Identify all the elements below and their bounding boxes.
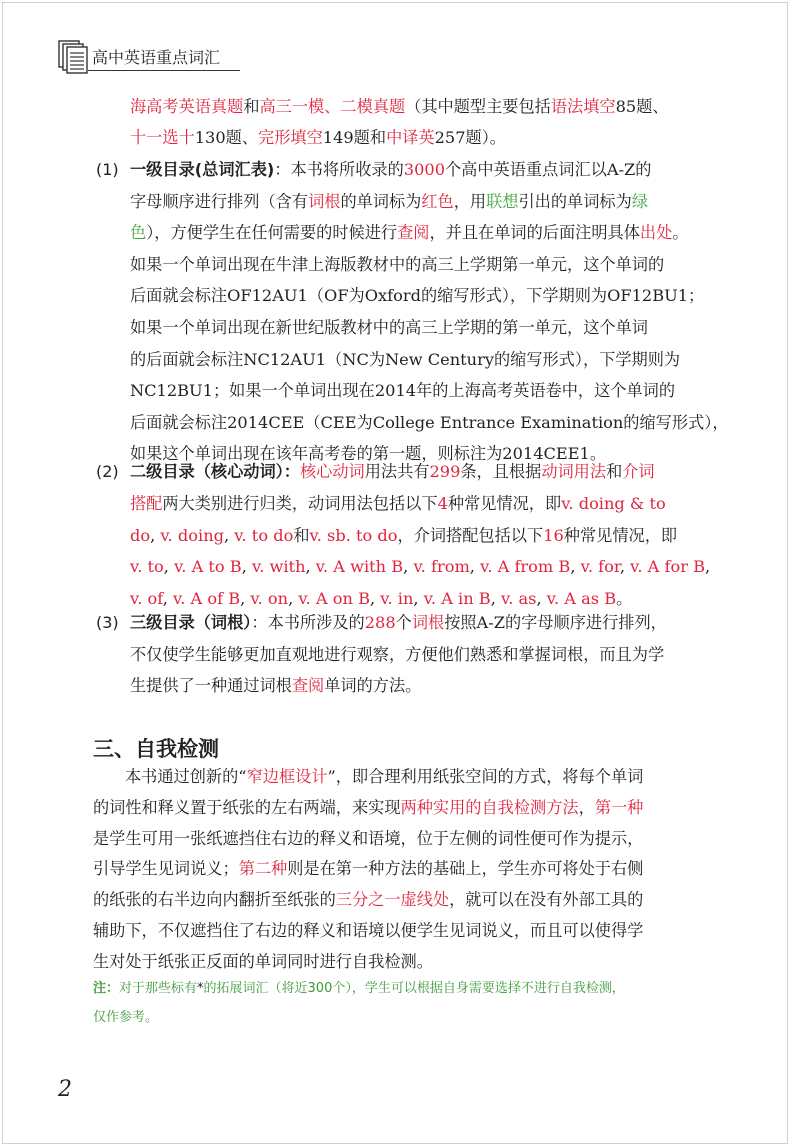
- text-line: [93, 798, 643, 818]
- text-run: ,: [224, 525, 235, 545]
- text-run: 种常见情况，即: [563, 525, 678, 545]
- text-run: 种常见情况，即: [447, 493, 562, 513]
- section-heading: 三、自我检测: [93, 737, 219, 761]
- text-run: ,: [163, 557, 175, 577]
- text-run: ,: [241, 557, 253, 577]
- text-run: 三级目录（词根）: [130, 613, 252, 632]
- text-run: 和: [293, 525, 310, 545]
- text-run: v. as: [500, 589, 537, 609]
- text-line: [130, 645, 664, 665]
- text-line: [130, 160, 651, 180]
- text-run: 不仅使学生能够更加直观地进行观察，方便他们熟悉和掌握词根，而且为学: [130, 644, 665, 664]
- text-run: ，就可以在没有外部工具的: [449, 890, 644, 910]
- text-run: v. in: [380, 589, 414, 609]
- text-run: （其中题型主要包括: [405, 97, 551, 116]
- text-run: 。: [672, 223, 689, 243]
- text-run: 的单词标为: [340, 191, 422, 211]
- text-line: [130, 613, 667, 633]
- text-run: 两大类别进行归类，动词用法包括以下: [162, 493, 438, 513]
- text-run: 3000: [403, 160, 445, 179]
- text-run: 的词性和释义置于纸张的左右两端，来实现: [93, 797, 401, 817]
- text-run: v. sb. to do: [309, 525, 398, 545]
- text-run: 149题和: [322, 128, 387, 147]
- text-run: v. for: [580, 557, 620, 577]
- text-run: 查阅: [291, 676, 325, 695]
- text-run: 二级目录（核心动词）：: [130, 462, 300, 481]
- intro-line-2: [130, 128, 506, 148]
- text-run: ,: [403, 557, 414, 577]
- text-run: 。: [616, 589, 633, 609]
- text-line: [130, 381, 675, 401]
- text-line: [130, 318, 648, 338]
- item-number-1: (1): [96, 160, 119, 179]
- text-run: 辅助下，不仅遮挡住了右边的释义和语境以便学生见词说义，而且可以使得学: [93, 921, 644, 940]
- text-line: [130, 589, 632, 609]
- text-run: 海高考英语真题: [130, 97, 244, 116]
- text-run: 查阅: [397, 223, 430, 243]
- text-run: v. to do: [234, 525, 294, 545]
- text-run: 用法共有: [364, 462, 430, 481]
- text-line: [93, 890, 643, 910]
- text-run: 是学生可用一张纸遮挡住右边的释义和语境，位于左侧的词性便可作为提示，: [93, 828, 644, 848]
- text-run: 一级目录(总词汇表): [130, 160, 275, 179]
- text-run: v. on: [250, 589, 289, 609]
- text-line: [130, 526, 677, 546]
- text-run: 第二种: [238, 859, 288, 879]
- text-run: ”，即合理利用纸张空间的方式，将每个单词: [327, 767, 644, 786]
- text-run: NC12BU1；如果一个单词出现在2014年的上海高考英语卷中，这个单词的: [130, 381, 676, 401]
- text-run: ，介词搭配包括以下: [397, 525, 544, 545]
- page-number: 2: [58, 1077, 72, 1102]
- text-run: 如果这个单词出现在该年高考卷的第一题，则标注为2014CEE1。: [130, 444, 607, 464]
- text-run: do: [130, 525, 151, 545]
- text-run: v. with: [252, 557, 306, 577]
- text-run: 生对处于纸张正反面的单词同时进行自我检测。: [93, 951, 433, 971]
- text-run: v. A for B: [630, 557, 705, 577]
- text-run: ，: [578, 797, 595, 817]
- text-run: ,: [469, 557, 481, 577]
- text-run: 的纸张的右半边向内翻折至纸张的: [93, 890, 336, 910]
- text-run: v. A from B: [480, 557, 571, 577]
- text-line: [130, 557, 710, 577]
- text-run: 两种实用的自我检测方法: [400, 797, 579, 817]
- text-run: 单词的方法。: [324, 676, 422, 695]
- note-line-1: [93, 979, 625, 999]
- text-run: 搭配: [130, 493, 163, 513]
- text-run: 后面就会标注2014CEE（CEE为College Entrance Examination的缩写形式），: [130, 412, 729, 432]
- text-line: [130, 223, 688, 243]
- text-run: ，用: [453, 191, 487, 211]
- text-run: ,: [369, 589, 381, 609]
- text-run: *: [197, 981, 204, 996]
- text-run: ：本书所涉及的: [251, 613, 365, 632]
- text-line: [130, 255, 664, 275]
- text-run: 和: [243, 97, 260, 116]
- text-run: 第一种: [594, 797, 644, 817]
- text-run: 核心动词: [299, 462, 365, 481]
- text-run: 对于那些标有: [119, 981, 198, 996]
- text-run: 三分之一虚线处: [335, 890, 450, 910]
- text-line: [125, 767, 643, 787]
- text-line: [93, 829, 643, 849]
- text-run: ,: [570, 557, 581, 577]
- text-run: 288: [364, 613, 396, 632]
- text-run: 16: [543, 525, 564, 545]
- text-run: ,: [705, 557, 711, 577]
- text-run: ,: [413, 589, 424, 609]
- text-line: [130, 286, 704, 306]
- text-run: v. A to B: [174, 557, 242, 577]
- text-run: ,: [240, 589, 251, 609]
- text-run: ），方便学生在任何需要的时候进行: [146, 223, 398, 243]
- text-run: 高三一模、二模真题: [259, 97, 406, 116]
- text-run: ,: [490, 589, 501, 609]
- text-run: 出处: [639, 223, 673, 243]
- text-run: 引导学生见词说义；: [93, 859, 239, 879]
- text-run: 如果一个单词出现在牛津上海版教材中的高三上学期第一单元，这个单词的: [130, 254, 665, 274]
- text-run: 条，且根据: [460, 462, 542, 481]
- intro-line-1: [130, 97, 669, 117]
- text-run: ,: [162, 589, 173, 609]
- text-run: 介词: [622, 462, 655, 481]
- text-line: [93, 952, 433, 972]
- text-run: 红色: [421, 191, 454, 211]
- text-run: 中译英: [386, 128, 435, 147]
- text-run: v. to: [130, 557, 164, 577]
- text-run: 299: [429, 462, 461, 481]
- text-run: 语法填空: [550, 97, 616, 116]
- text-run: v. doing & to: [561, 493, 666, 513]
- text-run: ，并且在单词的后面注明具体: [429, 223, 640, 243]
- text-run: 色: [130, 223, 147, 243]
- item-number-2: (2): [96, 462, 119, 481]
- text-run: 引出的单词标为: [518, 191, 632, 211]
- text-run: v. A of B: [172, 589, 241, 609]
- text-run: 词根: [411, 613, 445, 632]
- text-line: [93, 859, 643, 879]
- text-run: 生提供了一种通过词根: [130, 676, 292, 695]
- text-run: v. A as B: [546, 589, 617, 609]
- text-run: 85题、: [615, 97, 669, 116]
- text-run: 后面就会标注OF12AU1（OF为Oxford的缩写形式），下学期则为OF12BU1；: [130, 286, 705, 306]
- text-run: v. doing: [160, 525, 224, 545]
- text-run: 的后面就会标注NC12AU1（NC为New Century的缩写形式），下学期则为: [130, 349, 681, 369]
- text-run: 如果一个单词出现在新世纪版教材中的高三上学期的第一单元，这个单词: [130, 318, 648, 337]
- item-number-3: (3): [96, 613, 119, 632]
- text-run: v. A with B: [315, 557, 404, 577]
- text-line: [130, 350, 680, 370]
- text-run: v. of: [130, 589, 163, 609]
- text-run: 257题）。: [434, 128, 506, 147]
- text-run: ,: [536, 589, 547, 609]
- text-run: 按照A-Z的字母顺序进行排列，: [444, 613, 667, 632]
- text-line: [130, 462, 655, 482]
- header-title: 高中英语重点词汇: [92, 48, 221, 67]
- text-run: 个高中英语重点词汇以A-Z的: [445, 160, 652, 179]
- text-run: ,: [305, 557, 316, 577]
- text-run: 联想: [486, 191, 519, 211]
- text-run: ：本书将所收录的: [274, 160, 404, 179]
- text-run: 则是在第一种方法的基础上，学生亦可将处于右侧: [287, 859, 644, 879]
- text-line: [130, 413, 729, 433]
- text-run: 个: [395, 613, 412, 632]
- text-run: 和: [606, 462, 623, 481]
- text-line: [130, 192, 648, 212]
- text-run: 130题、: [194, 128, 259, 147]
- text-run: 的拓展词汇（将近300个），学生可以根据自身需要选择不进行自我检测，: [203, 981, 625, 996]
- text-run: 窄边框设计: [246, 767, 328, 786]
- text-run: v. from: [413, 557, 470, 577]
- text-run: ,: [619, 557, 631, 577]
- text-run: ,: [288, 589, 299, 609]
- text-run: 动词用法: [541, 462, 607, 481]
- text-run: ,: [150, 525, 161, 545]
- text-run: 十一选十: [130, 128, 195, 147]
- text-run: 绿: [631, 191, 648, 211]
- text-line: [130, 676, 421, 696]
- text-run: v. A on B: [298, 589, 370, 609]
- text-run: v. A in B: [423, 589, 491, 609]
- text-run: 4: [437, 493, 448, 513]
- text-run: 注：: [93, 981, 120, 996]
- text-run: 字母顺序进行排列（含有: [130, 191, 309, 211]
- text-line: [93, 921, 643, 941]
- note-line-2: 仅作参考。: [93, 1010, 159, 1025]
- text-run: 完形填空: [258, 128, 323, 147]
- text-run: 本书通过创新的“: [125, 767, 247, 786]
- text-run: 词根: [308, 191, 341, 211]
- text-line: [130, 494, 666, 514]
